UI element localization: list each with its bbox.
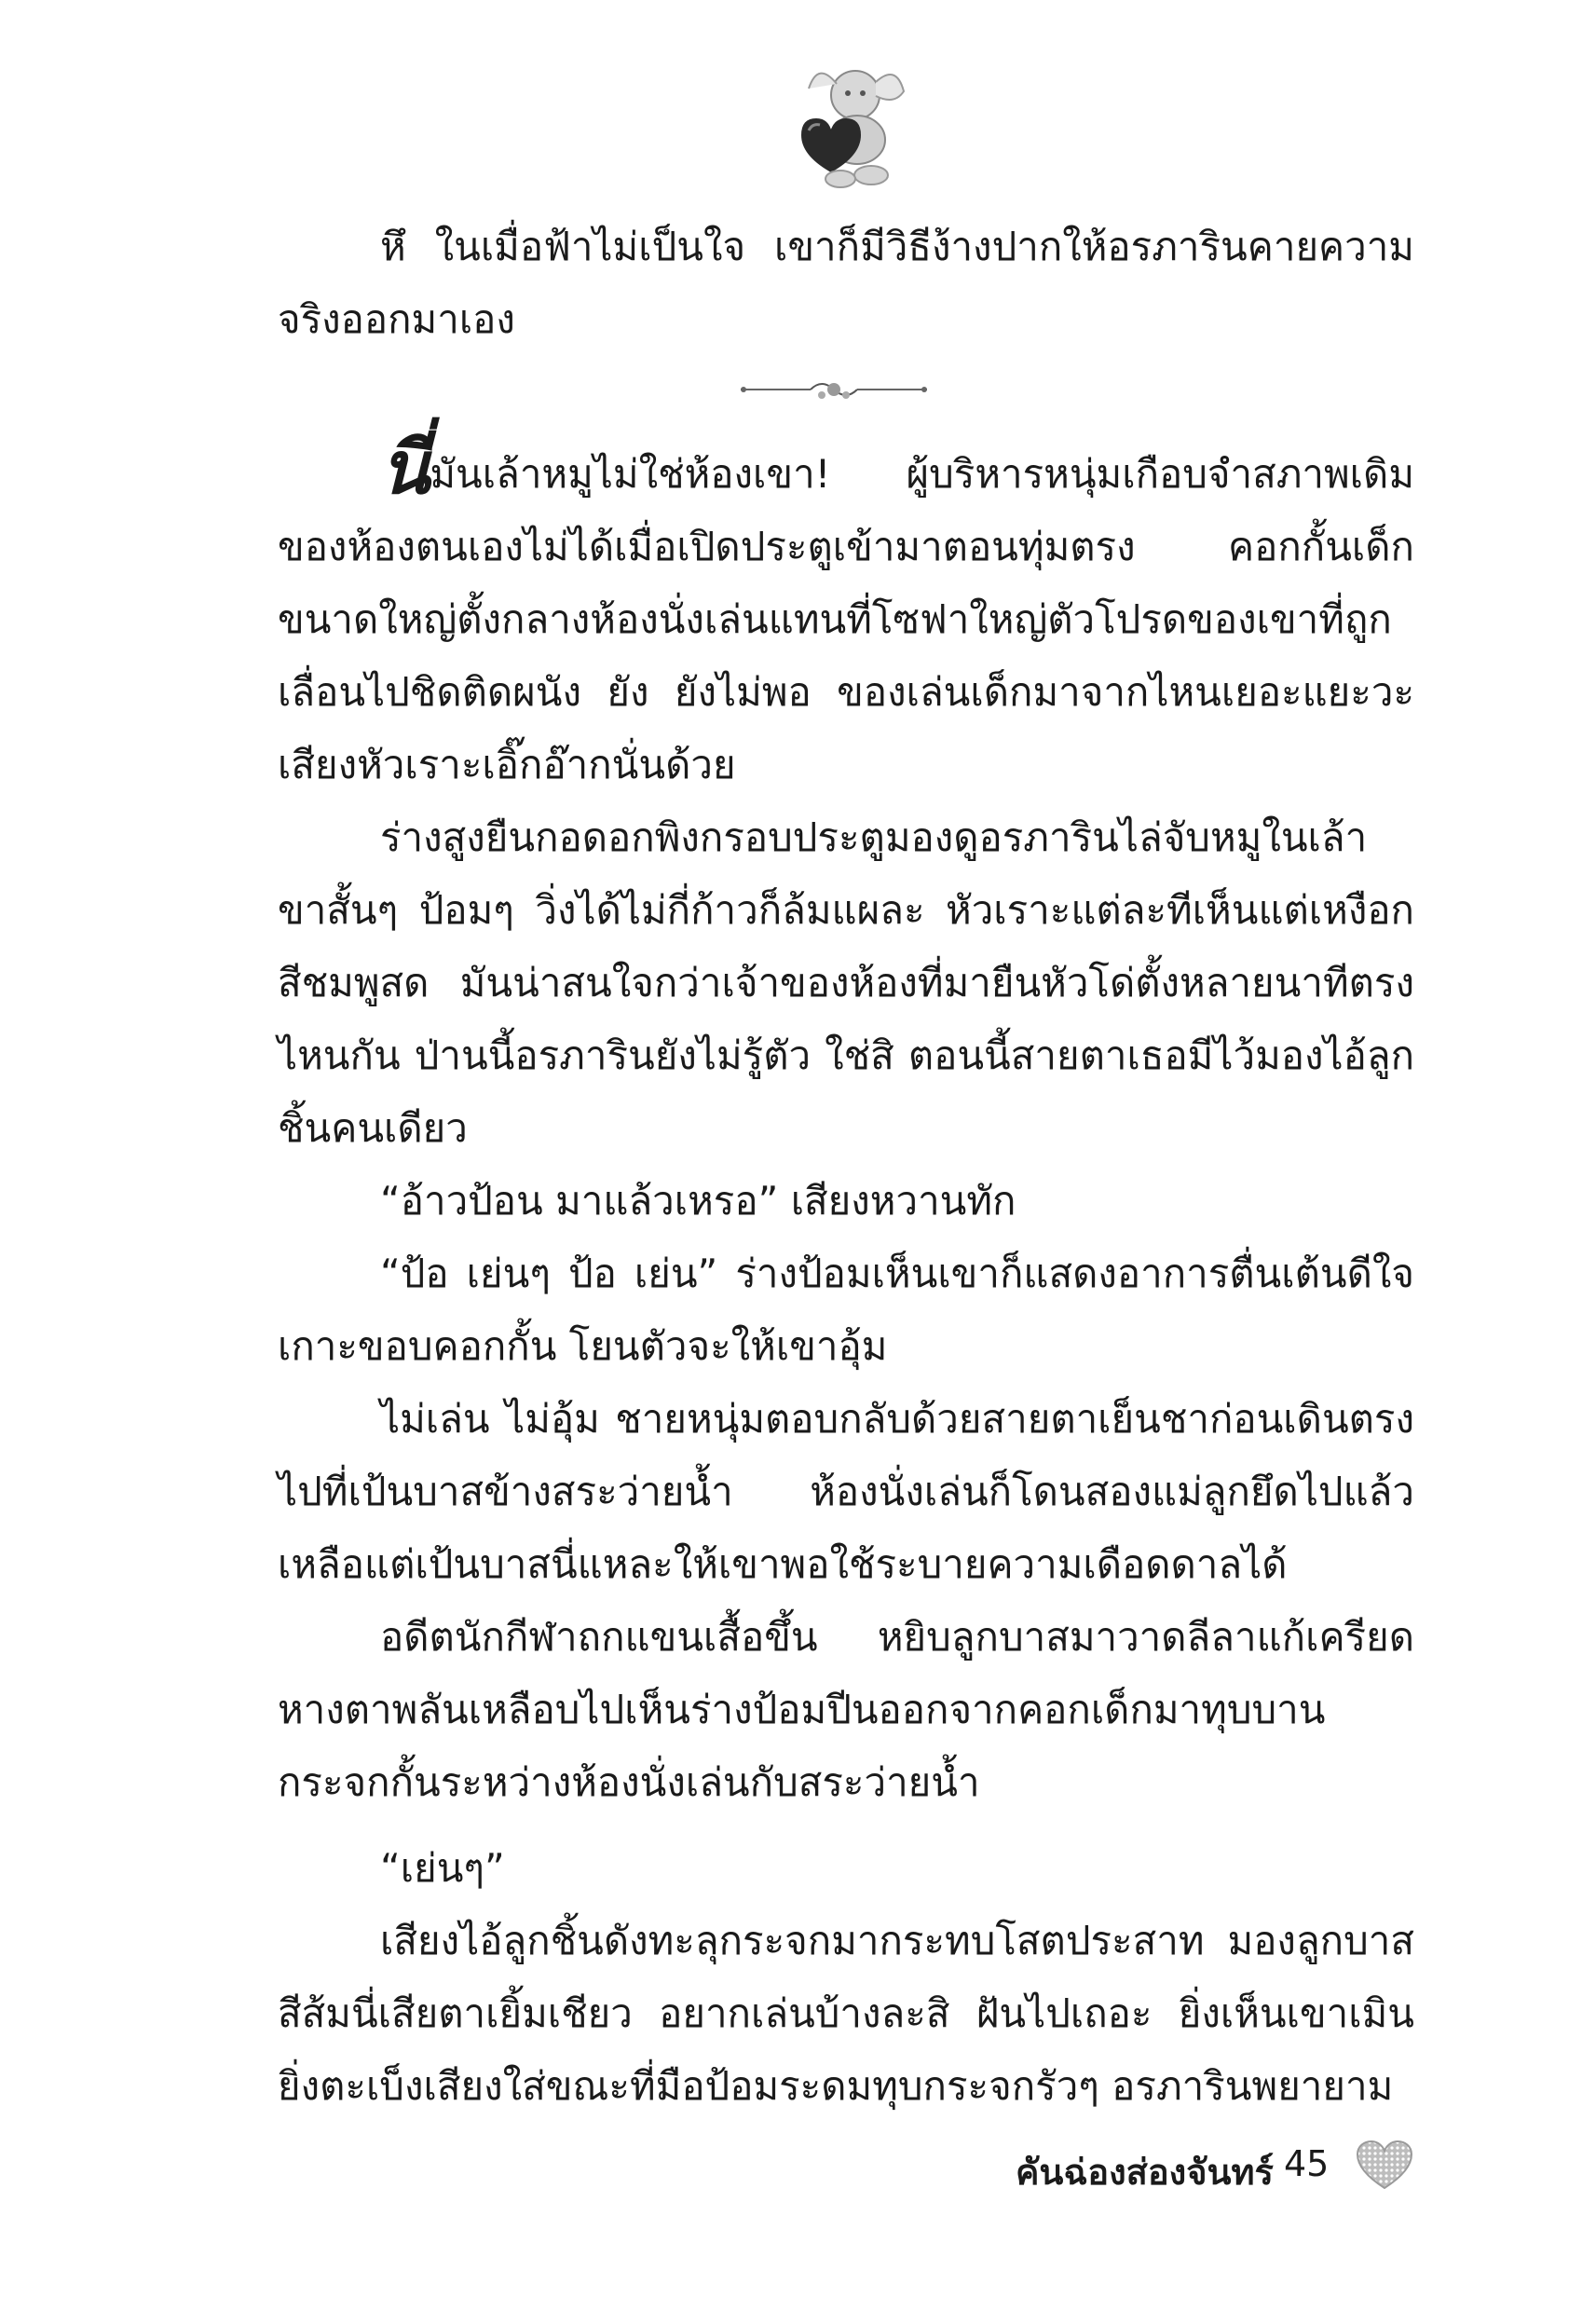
main-text-block	[278, 427, 1414, 2123]
paragraph: ร่างสูงยืนกอดอกพิงกรอบประตูมองดูอรภารินไล่จับหมูในเล้าขาสั้นๆ ป้อมๆ วิ่งได้ไม่กี่ก้าวก็ล้มแผละ หัวเราะแต่ละทีเห็นแต่เหงือกสีชมพูสด มันน่าสนใจกว่าเจ้าของห้องที่มายืนหัวโด่ตั้งหลายนาทีตรงไหนกัน ป่านนี้อรภารินยังไม่รู้ตัว ใช่สิ ตอนนี้สายตาเธอมีไว้มองไอ้ลูกชิ้นคนเดียว	[278, 814, 1414, 1151]
cupid-holding-heart-icon	[783, 56, 913, 196]
first-paragraph-text: มันเล้าหมูไม่ใช่ห้องเขา! ผู้บริหารหนุ่มเกือบจำสภาพเดิมของห้องตนเองไม่ได้เมื่อเปิดประตูเข้ามาตอนทุ่มตรง คอกกั้นเด็กขนาดใหญ่ตั้งกลางห้องนั่งเล่นแทนที่โซฟาใหญ่ตัวโปรดของเขาที่ถูกเลื่อนไปชิดติดผนัง ยัง ยังไม่พอ ของเล่นเด็กมาจากไหนเยอะแยะวะ เสียงหัวเราะเอิ๊กอ๊ากนั่นด้วย	[278, 451, 1414, 787]
paragraph: เสียงไอ้ลูกชิ้นดังทะลุกระจกมากระทบโสตประสาท มองลูกบาสสีส้มนี่เสียตาเยิ้มเชียว อยากเล่นบ้างละสิ ฝันไปเถอะ ยิ่งเห็นเขาเมินยิ่งตะเบ็งเสียงใส่ขณะที่มือป้อมระดมทุบกระจกรัวๆ อรภารินพยายาม	[278, 1918, 1414, 2109]
dropcap: นี่	[380, 427, 430, 511]
paragraph: “อ้าวป้อน มาแล้วเหรอ” เสียงหวานทัก	[380, 1178, 1016, 1224]
heart-icon	[1356, 2140, 1413, 2192]
top-text-block	[278, 211, 1414, 356]
paragraph: “ป้อ เย่นๆ ป้อ เย่น” ร่างป้อมเห็นเขาก็แสดงอาการตื่นเต้นดีใจเกาะขอบคอกกั้น โยนตัวจะให้เขาอุ้ม	[278, 1251, 1414, 1369]
paragraph: หึ ในเมื่อฟ้าไม่เป็นใจ เขาก็มีวิธีง้างปากให้อรภารินคายความจริงออกมาเอง	[278, 224, 1414, 342]
first-paragraph	[278, 427, 1414, 801]
page-number: 45	[1284, 2143, 1330, 2184]
ornamental-divider-icon	[736, 371, 932, 408]
book-title: คันฉ่องส่องจันทร์	[1016, 2152, 1274, 2193]
paragraph: “เย่นๆ”	[380, 1845, 505, 1891]
paragraph: อดีตนักกีฬาถกแขนเสื้อขึ้น หยิบลูกบาสมาวาดลีลาแก้เครียดหางตาพลันเหลือบไปเห็นร่างป้อมปีนออกจากคอกเด็กมาทุบบานกระจกกั้นระหว่างห้องนั่งเล่นกับสระว่ายน้ำ	[278, 1614, 1414, 1805]
paragraph: ไม่เล่น ไม่อุ้ม ชายหนุ่มตอบกลับด้วยสายตาเย็นชาก่อนเดินตรงไปที่เป้นบาสข้างสระว่ายน้ำ ห้องนั่งเล่นก็โดนสองแม่ลูกยึดไปแล้วเหลือแต่เป้นบาสนี่แหละให้เขาพอใช้ระบายความเดือดดาลได้	[278, 1396, 1414, 1587]
